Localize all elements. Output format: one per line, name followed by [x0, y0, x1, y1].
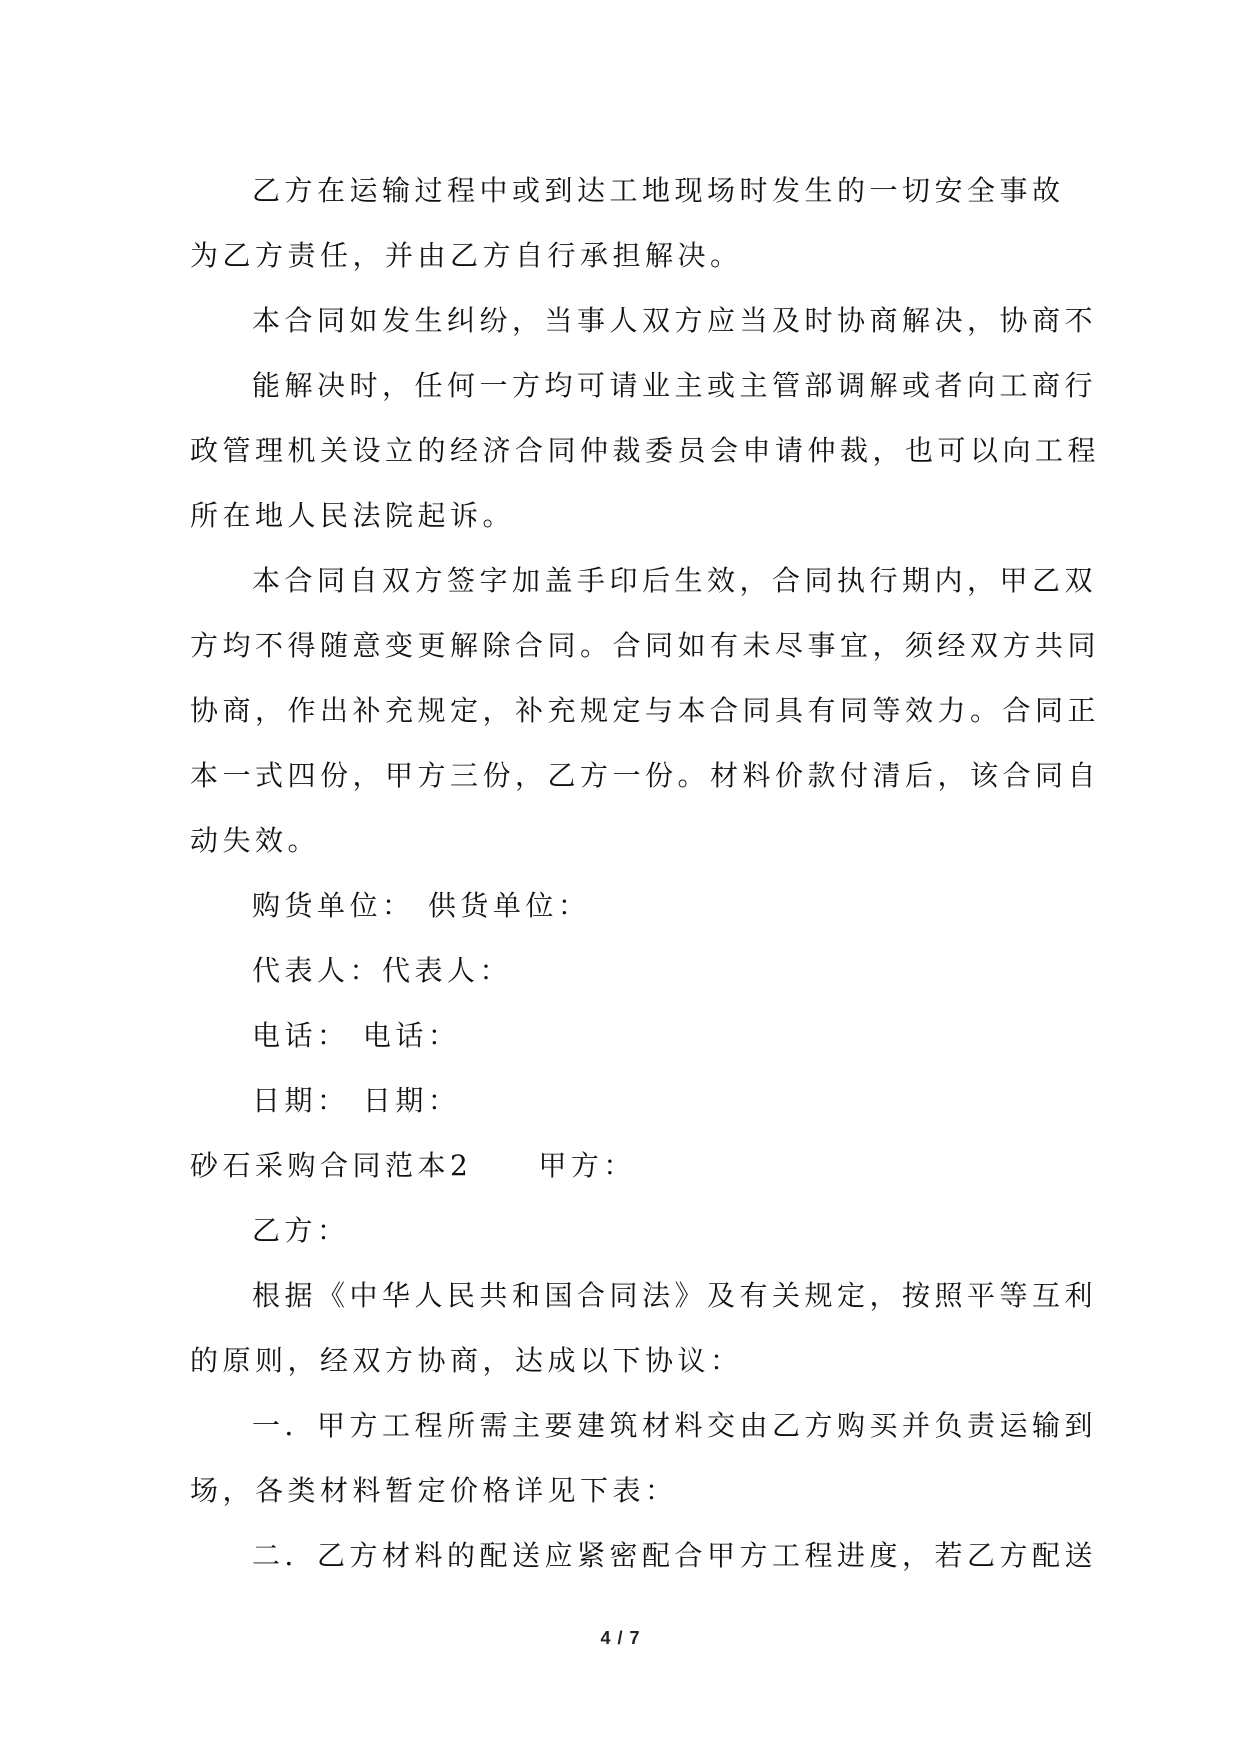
text-line: 一．甲方工程所需主要建筑材料交由乙方购买并负责运输到 [252, 1409, 1098, 1442]
text-line: 本合同如发生纠纷，当事人双方应当及时协商解决，协商不 [252, 304, 1098, 337]
text-line: 政管理机关设立的经济合同仲裁委员会申请仲裁，也可以向工程 [190, 434, 1101, 467]
text-line: 场，各类材料暂定价格详见下表： [190, 1474, 678, 1507]
party-a-label: 甲方： [538, 1149, 636, 1182]
paragraph-block-after [190, 1198, 1098, 1588]
text-line: 本合同自双方签字加盖手印后生效，合同执行期内，甲乙双 [252, 564, 1098, 597]
text-line: 本一式四份，甲方三份，乙方一份。材料价款付清后，该合同自 [190, 759, 1101, 792]
text-line: 购货单位： 供货单位： [252, 889, 591, 922]
text-line: 为乙方责任，并由乙方自行承担解决。 [190, 239, 743, 272]
section-title: 砂石采购合同范本2 [190, 1149, 473, 1182]
text-line: 乙方： [252, 1214, 350, 1247]
document-body [190, 158, 1101, 1588]
text-line: 日期： 日期： [252, 1084, 461, 1117]
text-line: 动失效。 [190, 824, 321, 857]
text-line: 乙方在运输过程中或到达工地现场时发生的一切安全事故 [252, 174, 1065, 207]
page-number: 4 / 7 [600, 1628, 641, 1648]
text-line: 能解决时，任何一方均可请业主或主管部调解或者向工商行 [252, 369, 1098, 402]
paragraph-block-before [190, 158, 1101, 1133]
section-heading-line [190, 1133, 1050, 1198]
text-line: 根据《中华人民共和国合同法》及有关规定，按照平等互利 [252, 1279, 1098, 1312]
text-line: 方均不得随意变更解除合同。合同如有未尽事宜，须经双方共同 [190, 629, 1101, 662]
text-line: 的原则，经双方协商，达成以下协议： [190, 1344, 743, 1377]
text-line: 协商，作出补充规定，补充规定与本合同具有同等效力。合同正 [190, 694, 1101, 727]
text-line: 代表人：代表人： [252, 954, 513, 987]
text-line: 电话： 电话： [252, 1019, 461, 1052]
text-line: 所在地人民法院起诉。 [190, 499, 516, 532]
text-line: 二．乙方材料的配送应紧密配合甲方工程进度，若乙方配送 [252, 1539, 1098, 1572]
